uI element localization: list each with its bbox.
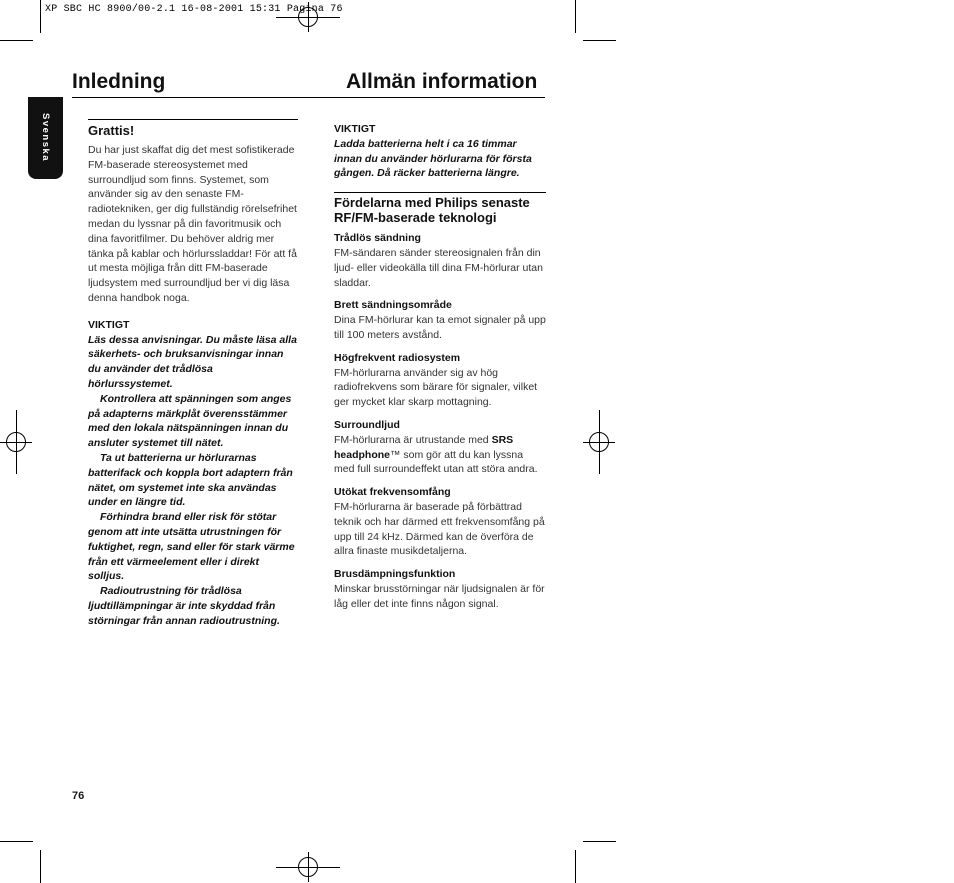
left-column [88,119,298,629]
registration-mark-right [583,410,615,474]
crop-mark-top-left-h [0,40,33,41]
important-label: VIKTIGT [334,123,376,135]
feature-title: Trådlös sändning [334,232,421,245]
crop-mark-bottom-right-h [583,841,616,842]
feature-text [334,433,546,477]
language-tab [28,97,63,179]
feature-title: Brusdämpningsfunktion [334,568,456,581]
feature-text-part: FM-hörlurarna är utrustande med [334,433,492,446]
feature-text: FM-hörlurarna använder sig av hög radiofrekvens som bärare för signaler, vilket ger mycket klar skarp mottagning. [334,366,538,409]
header-rule [72,97,545,98]
feature-text: FM-sändaren sänder stereosignalen från din ljud- eller videokälla till dina FM-hörlurar utan sladdar. [334,246,543,289]
feature-title: Högfrekvent radiosystem [334,351,461,364]
crop-mark-bottom-left-v [40,850,41,883]
warning-item: Ta ut batterierna ur hörlurarnas batterifack och koppla bort adaptern från nätet, om systemet inte ska användas under en längre tid. [88,451,293,509]
crop-mark-top-left-v [40,0,41,33]
section-rule [334,192,546,193]
warning-item: Förhindra brand eller risk för stötar genom att inte utsätta utrustningen för fuktighet, regn, sand eller för stark värme från ett värmeelement eller i direkt solljus. [88,511,295,583]
registration-mark-left [0,410,32,474]
benefits-heading: Fördelarna med Philips senaste RF/FM-baserade teknologi [334,195,530,226]
battery-warning: Ladda batterierna helt i ca 16 timmar innan du använder hörlurarna för första gången. Då räcker batterierna längre. [334,137,532,180]
crop-mark-bottom-left-h [0,841,33,842]
important-label: VIKTIGT [88,318,130,331]
print-slug: XP SBC HC 8900/00-2.1 16-08-2001 15:31 Pagina 76 [45,4,343,15]
feature-text-part: ™ som gör att du kan lyssna med full surroundeffekt utan att störa andra. [334,448,538,476]
right-column [334,122,546,612]
warning-item: Läs dessa anvisningar. Du måste läsa alla säkerhets- och bruksanvisningar innan du använder det trådlösa hörlurssystemet. [88,333,297,390]
registration-mark-bottom [276,852,340,882]
intro-paragraph: Du har just skaffat dig det mest sofistikerade FM-baserade stereosystemet med surroundljud som finns. Systemet, som använder sig av den senaste FM-radiotekniken, ger dig fullständig rörelsefrihet medan du lyssnar på din favoritmusik och dina favoritfilmer. Du behöver aldrig mer tänka på kablar och hörlurssladdar! För att få ut mesta möjliga från ditt FM-baserade ljudsystem med surroundljud ber vi dig läsa denna handbok noga. [88,144,297,304]
page-number: 76 [72,790,85,802]
feature-title: Surroundljud [334,418,400,431]
language-tab-label: Svenska [40,113,51,163]
feature-text: Minskar brusstörningar när ljudsignalen är för låg eller det inte finns någon signal. [334,582,545,610]
warning-item: Radioutrustning för trådlösa ljudtillämpningar är inte skyddad från störningar från annan radioutrustning. [88,585,280,627]
feature-title: Brett sändningsområde [334,299,452,312]
section-title-left: Inledning [72,70,166,93]
section-title-right: Allmän information [346,70,538,93]
crop-mark-top-right-v [575,0,576,33]
section-rule [88,119,298,120]
feature-title: Utökat frekvensomfång [334,486,451,499]
warning-item: Kontrollera att spänningen som anges på adapterns märkplåt överensstämmer med den lokala nätspänningen innan du ansluter systemet till nätet. [88,392,292,450]
crop-mark-top-right-h [583,40,616,41]
srs-headphone-brand: SRS headphone [334,433,514,461]
feature-text: FM-hörlurarna är baserade på förbättrad teknik och har därmed ett frekvensomfång på upp till 24 kHz. Därmed kan de överföra de allra finaste musikdetaljerna. [334,500,545,558]
crop-mark-bottom-right-v [575,850,576,883]
feature-text: Dina FM-hörlurar kan ta emot signaler på upp till 100 meters avstånd. [334,314,546,341]
grattis-heading: Grattis! [88,123,135,138]
